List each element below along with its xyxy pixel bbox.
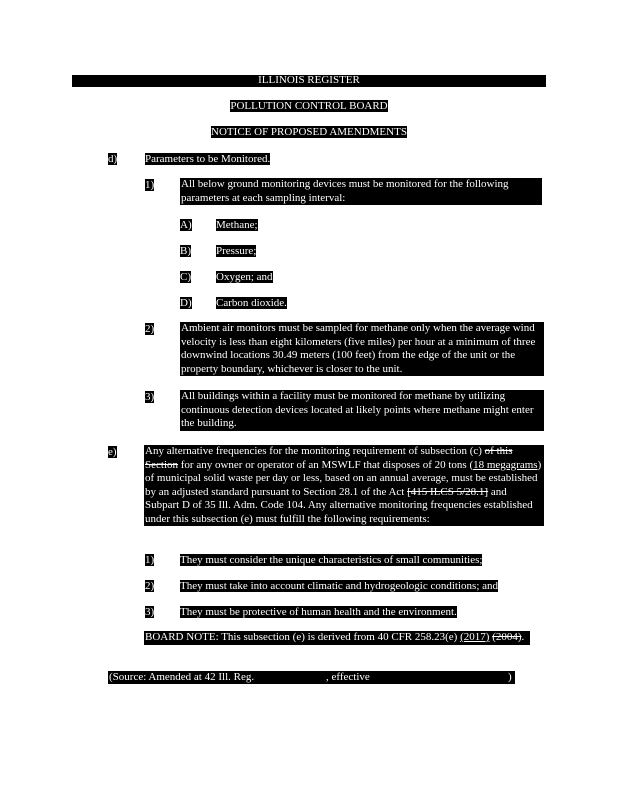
sub-b-label-wrap: [180, 245, 191, 258]
board-title-line: [0, 100, 618, 113]
board-note-2017: (2017): [460, 631, 490, 643]
req2-text-wrap: [180, 580, 498, 593]
req2-label-wrap: [145, 580, 154, 593]
req3-text: They must be protective of human health and the environment.: [180, 606, 457, 618]
sub-b-text-wrap: [216, 245, 256, 258]
source-line: [108, 671, 515, 684]
req3-label: 3): [145, 606, 155, 618]
req1-text: They must consider the unique characteristics of small communities;: [180, 554, 483, 566]
sub-c-label: C): [180, 271, 191, 283]
section-e-t5: and Subpart D of 35 Ill. Adm. Code 104. Any alternative monitoring frequencies established under this subsection (e) must fulfill the following requirements:: [145, 485, 533, 525]
sub-c-label-wrap: [180, 271, 191, 284]
section-e-megagrams: 18 megagrams: [473, 458, 538, 471]
board-note-2004: (2004): [492, 631, 522, 643]
sub-b-label: B): [180, 245, 191, 257]
sub-a-label-wrap: [180, 219, 192, 232]
board-title: POLLUTION CONTROL BOARD: [230, 100, 388, 112]
req1-label-wrap: [145, 554, 154, 567]
section-e-t1: Any alternative frequencies for the monitoring requirement of subsection (c): [145, 445, 482, 457]
register-header-bar: [72, 75, 546, 87]
register-title: ILLINOIS REGISTER: [258, 74, 360, 86]
item3-label-wrap: [145, 391, 154, 404]
sub-a-text-wrap: [216, 219, 258, 232]
item1-label: 1): [145, 179, 155, 191]
section-d-label-wrap: [108, 153, 117, 166]
section-e-t2: for any owner or operator of an MSWLF that disposes of 20 tons (: [180, 458, 474, 471]
item2-label-wrap: [145, 323, 154, 336]
req2-text: They must take into account climatic and hydrogeologic conditions; and: [180, 580, 499, 592]
section-e-strike2: [415 ILCS 5/28.1]: [407, 485, 489, 498]
section-d-label: d): [108, 153, 118, 165]
req1-text-wrap: [180, 554, 482, 567]
sub-d-text: Carbon dioxide.: [216, 297, 287, 309]
section-e-text: [144, 445, 544, 526]
board-note-text: BOARD NOTE: This subsection (e) is derived from 40 CFR 258.23(e): [145, 631, 458, 643]
section-d-title-wrap: [145, 153, 270, 166]
notice-title-line: [0, 126, 618, 139]
source-text-2: , effective: [326, 671, 370, 683]
sub-b-text: Pressure;: [216, 245, 257, 257]
req1-label: 1): [145, 554, 155, 566]
req2-label: 2): [145, 580, 155, 592]
section-e-strike1: of this Section: [145, 445, 513, 471]
section-e-t3: ) of municipal solid waste per day or less, based on an annual average, must be established by an adjusted standard pursuant to Section 28.1 of the Act: [145, 458, 542, 498]
section-e-label-wrap: [108, 446, 117, 459]
board-note-end: .: [521, 631, 525, 643]
item1-text: All below ground monitoring devices must be monitored for the following parameters at each sampling interval:: [180, 178, 542, 205]
item1-label-wrap: [145, 179, 154, 192]
section-e-label: e): [108, 446, 117, 458]
item3-label: 3): [145, 391, 155, 403]
sub-a-label: A): [180, 219, 192, 231]
source-text-3: ): [508, 671, 512, 683]
source-text-1: (Source: Amended at 42 Ill. Reg.: [109, 671, 255, 683]
notice-title: NOTICE OF PROPOSED AMENDMENTS: [211, 126, 407, 138]
item3-text: All buildings within a facility must be monitored for methane by utilizing continuous detection devices located at likely points where methane might enter the building.: [180, 390, 544, 431]
item2-label: 2): [145, 323, 155, 335]
sub-d-label: D): [180, 297, 192, 309]
sub-d-label-wrap: [180, 297, 192, 310]
item2-text: Ambient air monitors must be sampled for methane only when the average wind velocity is less than eight kilometers (five miles) per hour at a minimum of three downwind locations 30.49 meters (100 feet) from the edge of the unit or the property boundary, whichever is closer to the unit.: [180, 322, 544, 376]
req3-label-wrap: [145, 606, 154, 619]
sub-d-text-wrap: [216, 297, 287, 310]
sub-c-text: Oxygen; and: [216, 271, 273, 283]
section-d-title: Parameters to be Monitored.: [145, 153, 271, 165]
board-note: [144, 631, 530, 645]
sub-a-text: Methane;: [216, 219, 258, 231]
sub-c-text-wrap: [216, 271, 273, 284]
req3-text-wrap: [180, 606, 457, 619]
